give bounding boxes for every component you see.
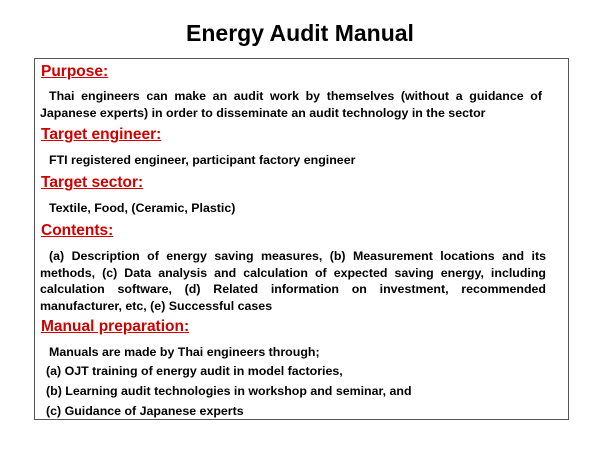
- target-engineer-heading: Target engineer:: [41, 126, 162, 143]
- target-sector-heading: Target sector:: [41, 174, 144, 191]
- purpose-text: Thai engineers can make an audit work by themselves (without a guidance of Japanese experts) in order to disseminate an audit technology in the sector: [40, 89, 542, 120]
- manual-preparation-item: (b) Learning audit technologies in workshop and seminar, and: [46, 384, 412, 398]
- target-sector-text: Textile, Food, (Ceramic, Plastic): [49, 201, 236, 215]
- purpose-heading: Purpose:: [41, 63, 109, 80]
- contents-text: (a) Description of energy saving measures, (b) Measurement locations and its methods, (c) Data analysis and calculation of expected saving energy, including calculation software, (d) Related information on investment, recommended manufacturer, etc, (e) Successful cases: [40, 249, 546, 313]
- content-panel: [34, 58, 569, 420]
- contents-heading: Contents:: [41, 222, 114, 239]
- page-title: Energy Audit Manual: [186, 20, 414, 46]
- manual-preparation-item: (c) Guidance of Japanese experts: [46, 404, 244, 418]
- target-engineer-text: FTI registered engineer, participant factory engineer: [49, 153, 356, 167]
- manual-preparation-heading: Manual preparation:: [41, 318, 190, 335]
- manual-preparation-intro: Manuals are made by Thai engineers through;: [49, 345, 320, 359]
- manual-preparation-item: (a) OJT training of energy audit in model factories,: [46, 364, 343, 378]
